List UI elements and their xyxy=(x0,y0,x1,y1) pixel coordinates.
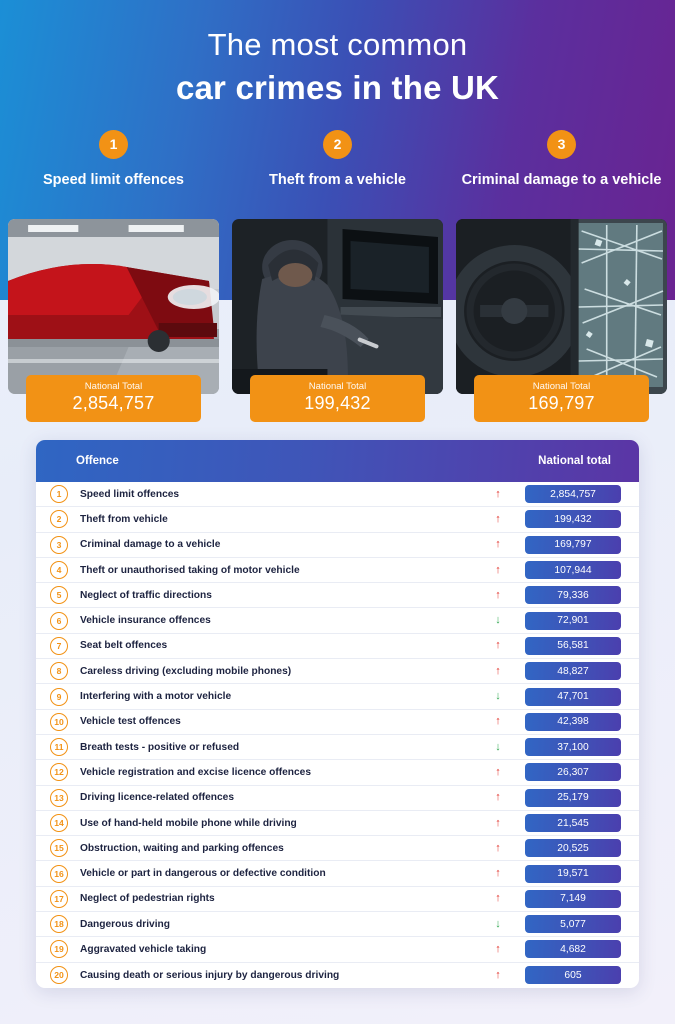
table-row xyxy=(36,684,639,709)
national-total-value: 199,432 xyxy=(304,393,371,413)
row-rank-badge: 19 xyxy=(50,940,68,958)
row-rank-badge: 13 xyxy=(50,789,68,807)
row-rank-badge: 20 xyxy=(50,966,68,984)
trend-up-icon: ↑ xyxy=(495,892,501,905)
row-rank-badge: 8 xyxy=(50,662,68,680)
trend-up-icon: ↑ xyxy=(495,867,501,880)
row-national-total-value: 42,398 xyxy=(525,713,621,731)
row-national-total-value: 107,944 xyxy=(525,561,621,579)
row-rank-badge: 3 xyxy=(50,536,68,554)
trend-up-icon: ↑ xyxy=(495,791,501,804)
smashed-car-window-photo xyxy=(456,219,667,394)
row-national-total-value: 21,545 xyxy=(525,814,621,832)
row-offence-label: Use of hand-held mobile phone while driving xyxy=(80,817,297,829)
row-offence-label: Theft from vehicle xyxy=(80,513,168,525)
top-three-cards xyxy=(0,130,675,413)
table-row xyxy=(36,760,639,785)
trend-up-icon: ↑ xyxy=(495,487,501,500)
page-title xyxy=(0,0,675,108)
card-title: Speed limit offences xyxy=(42,172,184,188)
row-national-total-value: 47,701 xyxy=(525,688,621,706)
row-rank-badge: 7 xyxy=(50,637,68,655)
national-total-label: National Total xyxy=(532,381,591,392)
row-offence-label: Dangerous driving xyxy=(80,918,171,930)
row-national-total-value: 169,797 xyxy=(525,536,621,554)
card-title: Criminal damage to a vehicle xyxy=(461,172,662,188)
national-total-pill xyxy=(26,375,201,422)
row-rank-badge: 16 xyxy=(50,865,68,883)
national-total-label: National Total xyxy=(84,381,143,392)
card-title: Theft from a vehicle xyxy=(269,172,406,188)
rank-badge: 2 xyxy=(323,130,352,159)
row-national-total-value: 19,571 xyxy=(525,865,621,883)
trend-up-icon: ↑ xyxy=(495,942,501,955)
national-total-value: 2,854,757 xyxy=(72,393,155,413)
row-offence-label: Vehicle registration and excise licence offences xyxy=(80,766,312,778)
trend-down-icon: ↓ xyxy=(495,917,501,930)
row-rank-badge: 2 xyxy=(50,510,68,528)
trend-down-icon: ↓ xyxy=(495,690,501,703)
rank-badge: 3 xyxy=(547,130,576,159)
thief-at-car-door-photo xyxy=(232,219,443,394)
table-row xyxy=(36,608,639,633)
trend-up-icon: ↑ xyxy=(495,715,501,728)
trend-up-icon: ↑ xyxy=(495,538,501,551)
row-national-total-value: 605 xyxy=(525,966,621,984)
trend-up-icon: ↑ xyxy=(495,588,501,601)
row-offence-label: Careless driving (excluding mobile phones) xyxy=(80,665,292,677)
table-row xyxy=(36,861,639,886)
trend-up-icon: ↑ xyxy=(495,841,501,854)
row-national-total-value: 199,432 xyxy=(525,510,621,528)
row-rank-badge: 1 xyxy=(50,485,68,503)
row-offence-label: Causing death or serious injury by dangerous driving xyxy=(80,969,340,981)
trend-up-icon: ↑ xyxy=(495,664,501,677)
table-row xyxy=(36,937,639,962)
row-national-total-value: 20,525 xyxy=(525,839,621,857)
column-header-offence: Offence xyxy=(76,455,119,467)
table-row xyxy=(36,811,639,836)
title-line-2: car crimes in the UK xyxy=(175,68,500,106)
row-rank-badge: 18 xyxy=(50,915,68,933)
trend-up-icon: ↑ xyxy=(495,765,501,778)
row-offence-label: Criminal damage to a vehicle xyxy=(80,539,221,551)
top-card-2 xyxy=(232,130,443,413)
row-offence-label: Breath tests - positive or refused xyxy=(80,741,240,753)
table-row xyxy=(36,558,639,583)
row-offence-label: Neglect of traffic directions xyxy=(80,589,212,601)
row-national-total-value: 2,854,757 xyxy=(525,485,621,503)
row-rank-badge: 10 xyxy=(50,713,68,731)
row-national-total-value: 26,307 xyxy=(525,763,621,781)
trend-down-icon: ↓ xyxy=(495,614,501,627)
row-national-total-value: 48,827 xyxy=(525,662,621,680)
row-rank-badge: 14 xyxy=(50,814,68,832)
table-row xyxy=(36,836,639,861)
table-row xyxy=(36,482,639,507)
national-total-value: 169,797 xyxy=(528,393,595,413)
table-row xyxy=(36,659,639,684)
row-offence-label: Interfering with a motor vehicle xyxy=(80,691,232,703)
row-offence-label: Obstruction, waiting and parking offences xyxy=(80,842,284,854)
red-car-photo xyxy=(8,219,219,394)
row-offence-label: Speed limit offences xyxy=(80,488,180,500)
row-rank-badge: 17 xyxy=(50,890,68,908)
table-row xyxy=(36,786,639,811)
row-offence-label: Vehicle insurance offences xyxy=(80,615,211,627)
trend-up-icon: ↑ xyxy=(495,639,501,652)
row-rank-badge: 6 xyxy=(50,612,68,630)
trend-up-icon: ↑ xyxy=(495,816,501,829)
top-card-3 xyxy=(456,130,667,413)
column-header-national-total: National total xyxy=(538,455,611,467)
trend-up-icon: ↑ xyxy=(495,512,501,525)
row-rank-badge: 15 xyxy=(50,839,68,857)
row-national-total-value: 7,149 xyxy=(525,890,621,908)
row-rank-badge: 4 xyxy=(50,561,68,579)
table-row xyxy=(36,710,639,735)
row-national-total-value: 5,077 xyxy=(525,915,621,933)
row-national-total-value: 79,336 xyxy=(525,586,621,604)
top-card-1 xyxy=(8,130,219,413)
row-rank-badge: 9 xyxy=(50,688,68,706)
table-row xyxy=(36,507,639,532)
title-line-1: The most common xyxy=(207,27,468,62)
table-row xyxy=(36,912,639,937)
row-offence-label: Seat belt offences xyxy=(80,640,168,652)
table-row xyxy=(36,735,639,760)
table-row xyxy=(36,887,639,912)
row-offence-label: Driving licence-related offences xyxy=(80,792,234,804)
table-row xyxy=(36,634,639,659)
table-row xyxy=(36,583,639,608)
offence-table xyxy=(36,440,639,988)
row-national-total-value: 25,179 xyxy=(525,789,621,807)
trend-down-icon: ↓ xyxy=(495,740,501,753)
row-offence-label: Aggravated vehicle taking xyxy=(80,943,207,955)
row-offence-label: Vehicle or part in dangerous or defective condition xyxy=(80,868,326,880)
row-national-total-value: 4,682 xyxy=(525,940,621,958)
table-row xyxy=(36,963,639,988)
national-total-pill xyxy=(474,375,649,422)
row-national-total-value: 72,901 xyxy=(525,612,621,630)
trend-up-icon: ↑ xyxy=(495,563,501,576)
national-total-pill xyxy=(250,375,425,422)
row-rank-badge: 5 xyxy=(50,586,68,604)
trend-up-icon: ↑ xyxy=(495,968,501,981)
row-national-total-value: 56,581 xyxy=(525,637,621,655)
row-offence-label: Theft or unauthorised taking of motor vehicle xyxy=(80,564,300,576)
table-header-row xyxy=(36,440,639,482)
row-offence-label: Neglect of pedestrian rights xyxy=(80,893,215,905)
rank-badge: 1 xyxy=(99,130,128,159)
table-body xyxy=(36,482,639,988)
row-national-total-value: 37,100 xyxy=(525,738,621,756)
row-rank-badge: 11 xyxy=(50,738,68,756)
national-total-label: National Total xyxy=(308,381,367,392)
table-row xyxy=(36,533,639,558)
row-rank-badge: 12 xyxy=(50,763,68,781)
row-offence-label: Vehicle test offences xyxy=(80,716,181,728)
